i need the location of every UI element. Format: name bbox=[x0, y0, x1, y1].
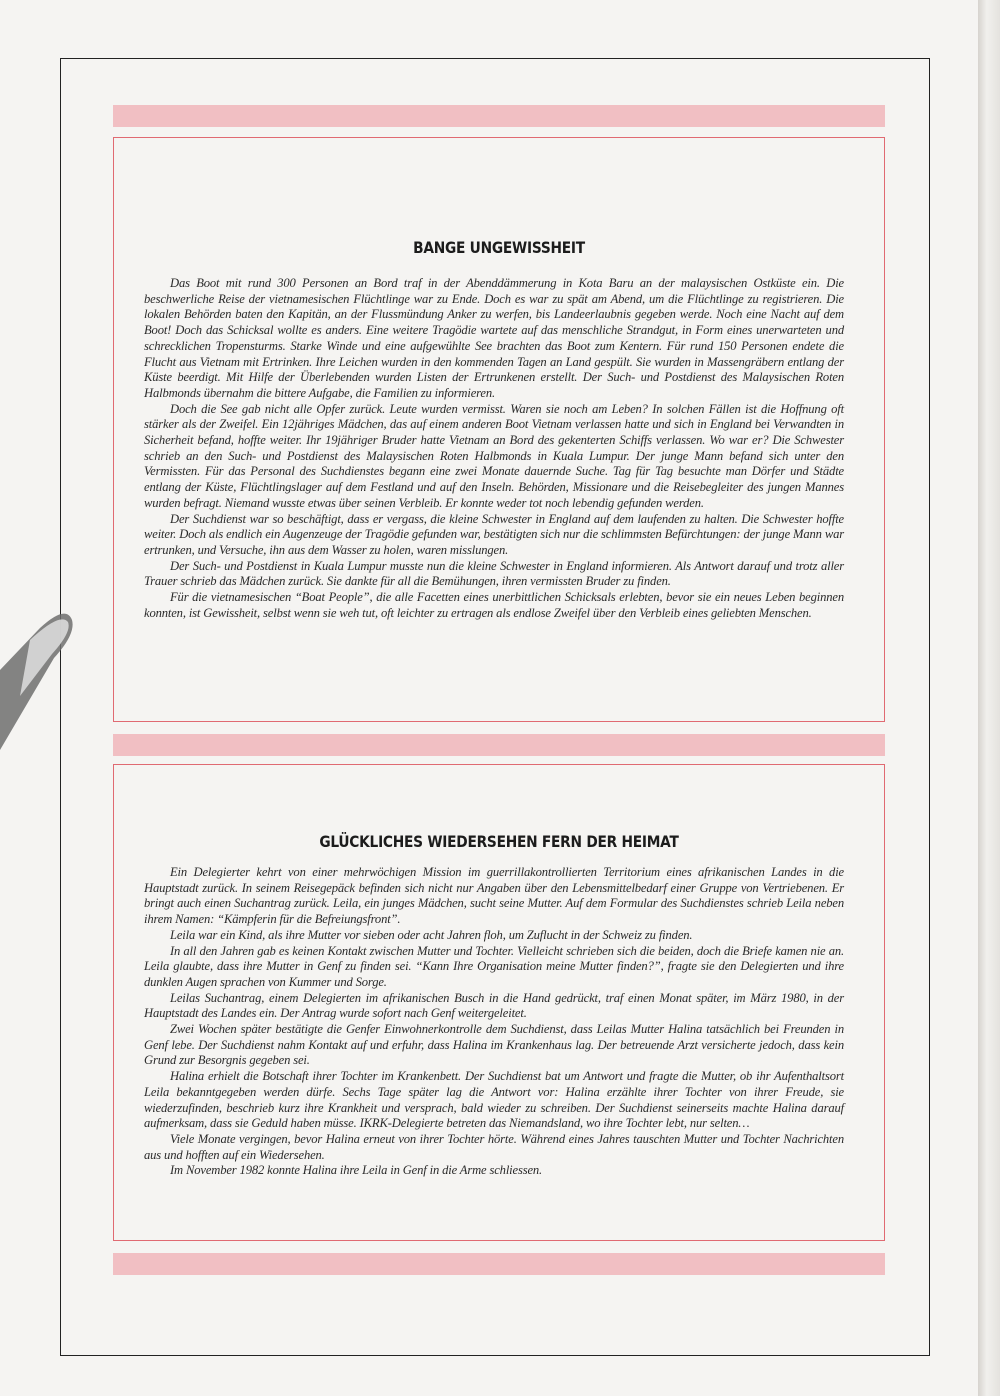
article-paragraph: Der Such- und Postdienst in Kuala Lumpur musste nun die kleine Schwester in England informieren. Als Antwort darauf und trotz aller Trauer schrieb das Mädchen zurück. Sie dankte für all die Bemühungen, ihren vermissten Bruder zu finden. bbox=[144, 558, 844, 589]
article-paragraph: Im November 1982 konnte Halina ihre Leila in Genf in die Arme schliessen. bbox=[170, 1163, 543, 1178]
article-box-bange-ungewissheit bbox=[113, 137, 885, 722]
clip-tool-icon bbox=[0, 600, 80, 800]
article-title: BANGE UNGEWISSHEIT bbox=[413, 238, 585, 257]
article-paragraph: Leila war ein Kind, als ihre Mutter vor sieben oder acht Jahren floh, um Zuflucht in der Schweiz zu finden. bbox=[170, 927, 693, 942]
article-paragraph: Ein Delegierter kehrt von einer mehrwöchigen Mission im guerrillakontrollierten Territorium eines afrikanischen Landes in die Hauptstadt zurück. In seinem Reisegepäck befinden sich nicht nur Angaben über den Lebensmittelbedarf einer Gruppe von Vertriebenen. Er bringt auch einen Suchantrag zurück. Leila, ein junges Mädchen, sucht seine Mutter. Auf dem Formular des Suchdienstes schrieb Leila neben ihrem Namen: “Kämpferin für die Befreiungsfront”. bbox=[144, 865, 844, 927]
article-body bbox=[144, 276, 844, 621]
article-paragraph: Leilas Suchantrag, einem Delegierten im afrikanischen Busch in die Hand gedrückt, traf einen Monat später, im März 1980, in der Hauptstadt des Landes ein. Der Antrag wurde sofort nach Genf weitergeleitet. bbox=[144, 990, 844, 1021]
pink-band-bottom bbox=[113, 1253, 885, 1275]
article-paragraph: Der Suchdienst war so beschäftigt, dass er vergass, die kleine Schwester in England auf dem laufenden zu halten. Die Schwester hoffte weiter. Doch als endlich ein Augenzeuge der Tragödie gefunden war, bestätigten sich nur die schlimmsten Befürchtungen: der junge Mann war ertrunken, und Versuche, ihn aus dem Wasser zu holen, waren misslungen. bbox=[144, 511, 844, 557]
pink-band-middle bbox=[113, 734, 885, 756]
article-paragraph: Das Boot mit rund 300 Personen an Bord traf in der Abenddämmerung in Kota Baru an der malaysischen Ostküste ein. Die beschwerliche Reise der vietnamesischen Flüchtlinge war zu Ende. Doch es war zu spät am Abend, um die Flüchtlinge zu registrieren. Die lokalen Behörden baten den Kapitän, an der Flussmündung Anker zu werfen, bis Landeerlaubnis gegeben werde. Noch eine Nacht auf dem Boot! Doch das Schicksal wollte es anders. Eine weitere Tragödie wartete auf das menschliche Strandgut, in Form eines unerwarteten und schrecklichen Tropensturms. Starke Winde und eine aufgewühlte See brachten das Boot zum Kentern. Für rund 150 Personen endete die Flucht aus Vietnam mit Ertrinken. Ihre Leichen wurden in den kommenden Tagen an Land gespült. Sie wurden in Massengräbern entlang der Küste beerdigt. Mit Hilfe der Überlebenden wurden Listen der Ertrunkenen erstellt. Der Such- und Postdienst des Malaysischen Roten Halbmonds übernahm die bittere Aufgabe, die Familien zu informieren. bbox=[144, 276, 844, 400]
pink-band-top bbox=[113, 105, 885, 127]
next-page-edge bbox=[978, 0, 1000, 1396]
article-paragraph: In all den Jahren gab es keinen Kontakt zwischen Mutter und Tochter. Vielleicht schrieben sich die beiden, doch die Briefe kamen nie an. Leila glaubte, dass ihre Mutter in Genf zu finden sei. “Kann Ihre Organisation meine Mutter finden?”, fragte sie den Delegierten und ihre dunklen Augen sprachen von Kummer und Sorge. bbox=[144, 943, 844, 989]
article-paragraph: Für die vietnamesischen “Boat People”, die alle Facetten eines unerbittlichen Schicksals erlebten, bevor sie ein neues Leben beginnen konnten, ist Gewissheit, selbst wenn sie weh tut, oft leichter zu ertragen als endlose Zweifel über den Verbleib eines geliebten Menschen. bbox=[144, 590, 844, 620]
article-paragraph: Doch die See gab nicht alle Opfer zurück. Leute wurden vermisst. Waren sie noch am Leben? In solchen Fällen ist die Hoffnung oft stärker als der Zweifel. Ein 12jähriges Mädchen, das auf einem anderen Boot Vietnam verlassen hatte und sich in England bei Verwandten in Sicherheit befand, hoffte weiter. Ihr 19jähriger Bruder hatte Vietnam an Bord des gekenterten Schiffs verlassen. Wo war er? Die Schwester schrieb an den Such- und Postdienst des Malaysischen Roten Halbmonds in Kuala Lumpur. Der junge Mann befand sich unter den Vermissten. Für das Personal des Suchdienstes begann eine zwei Monate dauernde Suche. Tag für Tag besuchte man Dörfer und Städte entlang der Küste, Flüchtlingslager auf dem Festland und auf den Inseln. Behörden, Missionare und die Reisebegleiter des jungen Mannes wurden befragt. Niemand wusste etwas über seinen Verbleib. Er konnte weder tot noch lebendig gefunden werden. bbox=[144, 401, 844, 510]
article-paragraph: Halina erhielt die Botschaft ihrer Tochter im Krankenbett. Der Suchdienst bat um Antwort und fragte die Mutter, ob ihr Aufenthaltsort Leila bekanntgegeben werden dürfe. Sechs Tage später lag die Antwort vor: Halina erzählte ihrer Tochter von ihrer Freude, sie wiederzufinden, beschrieb kurz ihre Krankheit und versprach, bald wieder zu schreiben. Der Suchdienst seinerseits machte Halina darauf aufmerksam, dass sie Geduld haben müsse. IKRK-Delegierte betreten das Niemandsland, wo ihre Tochter lebt, nur selten… bbox=[144, 1069, 844, 1131]
article-body bbox=[144, 865, 844, 1179]
article-paragraph: Zwei Wochen später bestätigte die Genfer Einwohnerkontrolle dem Suchdienst, dass Leilas Mutter Halina tatsächlich bei Freunden in Genf lebe. Der Suchdienst nahm Kontakt auf und erfuhr, dass Halina im Krankenhaus lag. Der betreuende Arzt versicherte jedoch, dass kein Grund zur Besorgnis gegeben sei. bbox=[144, 1022, 844, 1068]
article-box-glueckliches-wiedersehen bbox=[113, 764, 885, 1241]
article-title: GLÜCKLICHES WIEDERSEHEN FERN DER HEIMAT bbox=[319, 832, 679, 851]
article-paragraph: Viele Monate vergingen, bevor Halina erneut von ihrer Tochter hörte. Während eines Jahres tauschten Mutter und Tochter Nachrichten aus und hofften auf ein Wiedersehen. bbox=[144, 1131, 844, 1162]
